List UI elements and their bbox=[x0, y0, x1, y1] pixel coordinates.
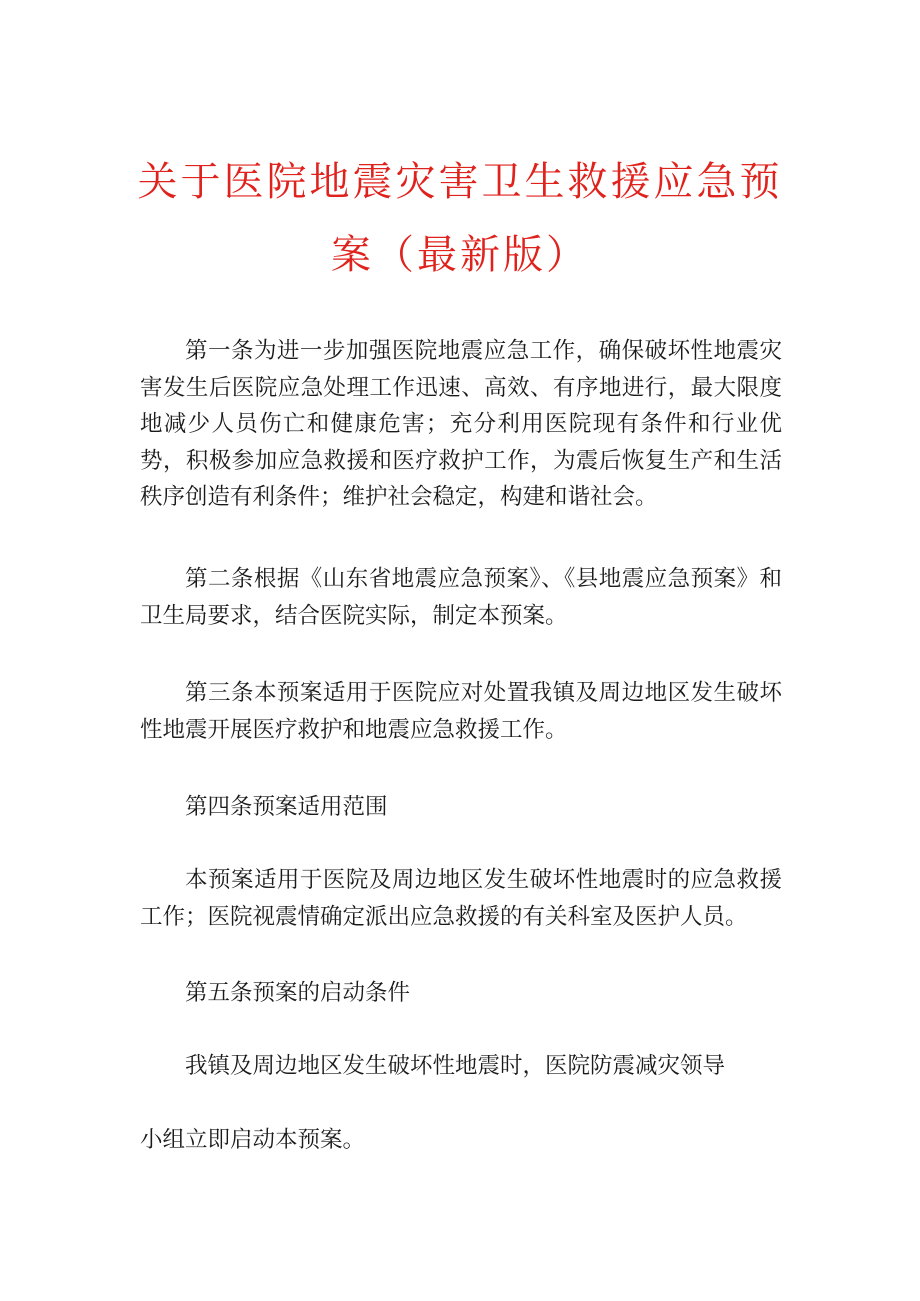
article-5-body-line-2: 小组立即启动本预案。 bbox=[140, 1127, 366, 1153]
article-5-heading: 第五条预案的启动条件 bbox=[185, 980, 411, 1006]
article-4-heading: 第四条预案适用范围 bbox=[185, 794, 388, 820]
article-3-paragraph: 第三条本预案适用于医院应对处置我镇及周边地区发生破坏性地震开展医疗救护和地震应急救援工作。 bbox=[140, 680, 782, 743]
article-2-paragraph: 第二条根据《山东省地震应急预案》、《县地震应急预案》和卫生局要求，结合医院实际，制定本预案。 bbox=[140, 566, 782, 629]
article-4-body: 本预案适用于医院及周边地区发生破坏性地震时的应急救援工作；医院视震情确定派出应急救援的有关科室及医护人员。 bbox=[140, 867, 782, 930]
document-title-line-2: 案（最新版） bbox=[331, 232, 589, 278]
document-title-line-1: 关于医院地震灾害卫生救援应急预 bbox=[137, 159, 783, 205]
article-5-body-line-1: 我镇及周边地区发生破坏性地震时，医院防震减灾领导 bbox=[185, 1053, 726, 1079]
article-1-paragraph: 第一条为进一步加强医院地震应急工作，确保破坏性地震灾害发生后医院应急处理工作迅速、高效、有序地进行，最大限度地减少人员伤亡和健康危害；充分利用医院现有条件和行业优势，积极参加应急救援和医疗救护工作，为震后恢复生产和生活秩序创造有利条件；维护社会稳定，构建和谐社会。 bbox=[140, 338, 782, 510]
